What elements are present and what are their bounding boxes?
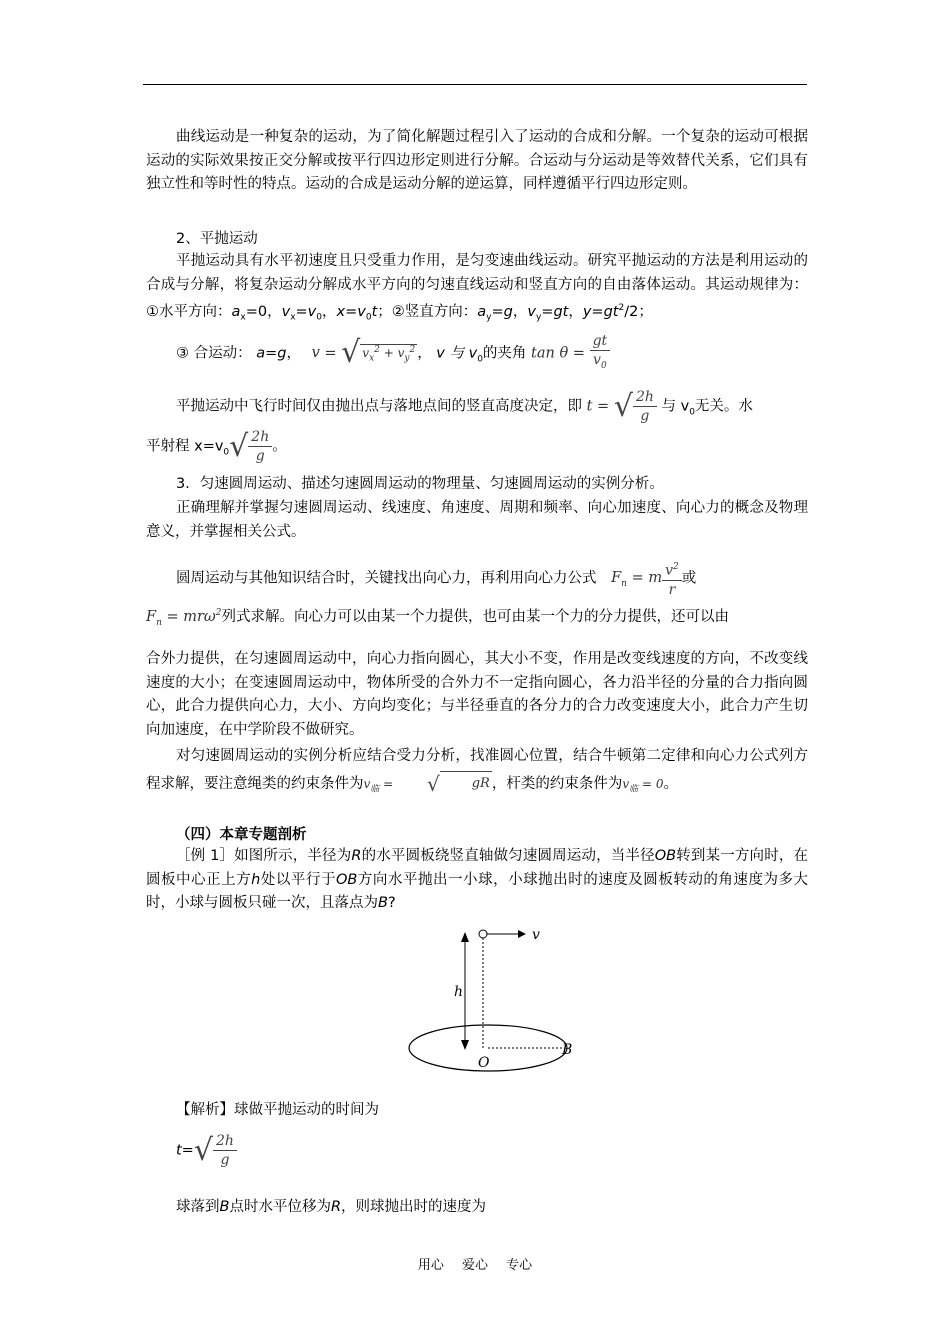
symbol-R-2: R <box>330 1199 342 1215</box>
symbol-h: h <box>251 871 261 888</box>
paragraph-circular-concepts: 正确理解并掌握匀速圆周运动、线速度、角速度、周期和频率、向心加速度、向心力的概念及物理意义，并掌握相关公式。 <box>146 500 808 540</box>
centripetal-text-2: 列式求解。向心力可以由某一个力提供，也可由某一个力的分力提供，还可以由 <box>221 609 729 625</box>
projectile-intro: 平抛运动具有水平初速度且只受重力作用，是匀变速曲线运动。研究平抛运动的方法是利用运动的合成与分解，将复杂运动分解成水平方向的匀速直线运动和竖直方向的自由落体运动。其运动规律为：①水平方向： <box>146 253 808 320</box>
example-text-c: 转到某一方向时，在圆板中心正上方 <box>146 848 809 888</box>
time-result: t= √ $\frac{2h}{g}$ <box>176 1132 237 1169</box>
centripetal-or: 或 <box>681 570 697 587</box>
analysis-line <box>176 1098 379 1119</box>
height-arrow-top <box>461 932 469 942</box>
symbol-R: R <box>351 848 362 864</box>
combined-motion-label: ③ 合运动： <box>176 345 252 362</box>
last-text-c: ，则球抛出时的速度为 <box>341 1199 487 1215</box>
heading-circular: 3．匀速圆周运动、描述匀速圆周运动的物理量、匀速圆周运动的实例分析。 <box>176 476 664 492</box>
ball <box>479 930 487 938</box>
disk-diagram <box>400 920 590 1080</box>
combined-motion-line: ③ 合运动： a=g， v = √ $v_x^2 + v_y^2$ ， v 与 $v_0$的夹角 tan θ = $\frac{gt}{v_0}$ <box>176 332 610 375</box>
time-formula-line: 平抛运动中飞行时间仅由抛出点与落地点间的竖直高度决定，即 t = √ $\frac{2h}{g}$ 与 $v_0$无关。水 <box>176 388 753 424</box>
height-arrow-bottom <box>461 1040 469 1050</box>
page-footer: 用心 爱心 专心 <box>417 1258 533 1273</box>
centripetal-text: 圆周运动与其他知识结合时，关键找出向心力，再利用向心力公式 <box>176 570 597 587</box>
symbol-OB: OB <box>654 848 677 864</box>
constraint-text-b: ，杆类的约束条件为 <box>491 775 623 792</box>
projectile-vertical: ②竖直方向： <box>391 303 478 320</box>
time-text-b: 与 v <box>661 398 690 415</box>
time-text-c: 无关。水 <box>694 398 753 415</box>
section-heading: （四）本章专题剖析 <box>176 827 307 843</box>
centripetal-line-2: $F_n = mr\omega^2$列式求解。向心力可以由某一个力提供，也可由某一个力的分力提供，还可以由 <box>146 608 729 628</box>
tan-fraction: $\frac{gt}{v_0}$ <box>590 332 611 375</box>
last-text-a: 球落到 <box>176 1199 220 1215</box>
paragraph-projectile: 平抛运动具有水平初速度且只受重力作用，是匀变速曲线运动。研究平抛运动的方法是利用运动的合成与分解，将复杂运动分解成水平方向的匀速直线运动和竖直方向的自由落体运动。其运动规律为：①水平方向：$a_x=0$，$v_x=v_0$，$x=v_0t$；②竖直方向：$a_y=g$，$v_y=gt$，$y=gt^2/2$； <box>146 253 808 323</box>
velocity-sqrt: √ $v_x^2 + v_y^2$ <box>341 335 416 371</box>
velocity-arrowhead <box>518 930 526 938</box>
symbol-B-2: B <box>219 1199 230 1215</box>
last-text-b: 点时水平位移为 <box>229 1199 331 1215</box>
time-text: 平抛运动中飞行时间仅由抛出点与落地点间的竖直高度决定，即 <box>176 398 582 415</box>
symbol-B: B <box>378 895 388 911</box>
analysis-text: 球做平抛运动的时间为 <box>234 1102 379 1118</box>
header-rule <box>143 84 807 85</box>
constraint-period: 。 <box>663 775 678 792</box>
label-O: O <box>478 1055 490 1071</box>
example-text-b: 的水平圆板绕竖直轴做匀速圆周运动，当半径 <box>361 848 655 864</box>
example-text-a: ［例 1］如图所示，半径为 <box>176 848 352 864</box>
label-v: v <box>532 927 540 943</box>
label-B: B <box>562 1042 573 1058</box>
last-line <box>176 1195 486 1216</box>
example-1 <box>146 845 808 916</box>
angle-label-tail: 的夹角 <box>482 345 527 362</box>
paragraph-examples: 对匀速圆周运动的实例分析应结合受力分析，找准圆心位置，结合牛顿第二定律和向心力公式列方程求解，要注意绳类的约束条件为$v_临$ = √ gR ，杆类的约束条件为$v_临 = 0$。 <box>146 748 808 796</box>
example-text-f: ? <box>387 895 396 911</box>
symbol-OB-2: OB <box>336 871 358 888</box>
example-text-d: 处以平行于 <box>260 871 336 888</box>
range-period: 。 <box>272 438 287 455</box>
constraint-text: 对匀速圆周运动的实例分析应结合受力分析，找准圆心位置，结合牛顿第二定律和向心力公式列方程求解，要注意绳类的约束条件为 <box>146 748 808 792</box>
angle-label: v 与 v <box>436 345 478 362</box>
analysis-tag: 【解析】 <box>176 1102 234 1118</box>
t-label: t= <box>176 1142 194 1159</box>
range-formula-line: 平射程 $x=v_0$ √ $\frac{2h}{g}$ 。 <box>146 428 287 464</box>
centripetal-line-1: 圆周运动与其他知识结合时，关键找出向心力，再利用向心力公式 $F_n = m$ $\frac{v^2}{r}$ 或 <box>176 558 696 599</box>
range-text: 平射程 x=v <box>146 438 224 455</box>
paragraph-net-force: 合外力提供，在匀速圆周运动中，向心力指向圆心，其大小不变，作用是改变线速度的方向，不改变线速度的大小；在变速圆周运动中，物体所受的合外力不一定指向圆心，各力沿半径的分量的合力指向圆心，此合力提供向心力，大小、方向均变化；与半径垂直的各分力的合力改变速度大小，此合力产生切向加速度，在中学阶段不做研究。 <box>146 651 808 738</box>
paragraph-curve-motion: 曲线运动是一种复杂的运动，为了简化解题过程引入了运动的合成和分解。一个复杂的运动可根据运动的实际效果按正交分解或按平行四边形定则进行分解。合运动与分运动是等效替代关系，它们具有独立性和等时性的特点。运动的合成是运动分解的逆运算，同样遵循平行四边形定则。 <box>146 129 808 192</box>
label-h: h <box>454 984 464 1000</box>
example-text-e: 方向水平抛出一小球，小球抛出时的速度及圆板转动的角速度为多大时，小球与圆板只碰一次，且落点为 <box>146 871 809 911</box>
heading-projectile: 2、平抛运动 <box>176 231 258 247</box>
